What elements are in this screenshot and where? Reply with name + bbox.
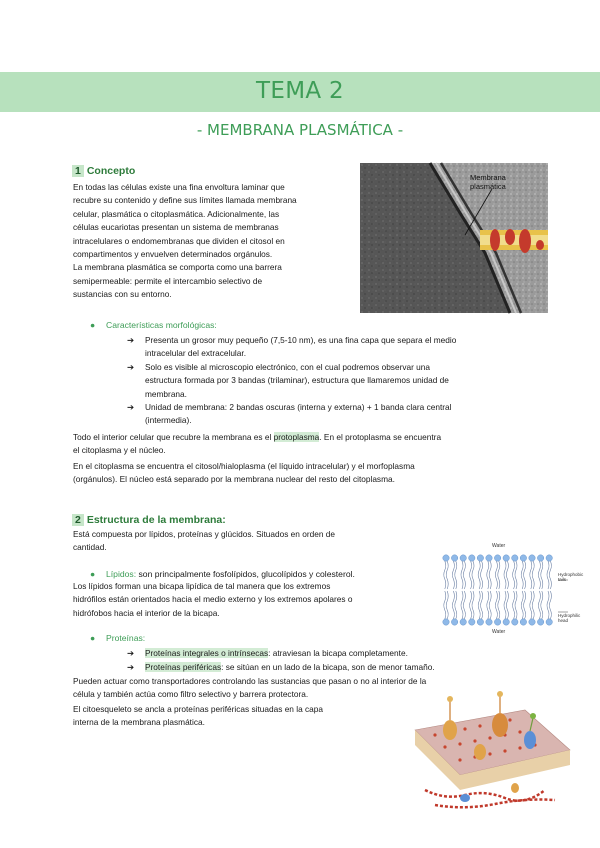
lipid-tail [524,591,526,619]
arrow-right-icon: ➔ [127,662,134,672]
lipid-tail [532,591,534,619]
arrow-right-icon: ➔ [127,648,134,658]
lipid-tail [478,591,480,619]
lipid-tail [541,591,543,619]
lipid-tail [506,591,508,619]
concept-line: celular, plasmática o citoplasmática. Adicionalmente, las [73,208,280,219]
lipid-head [486,619,492,625]
lipid-head [477,555,483,561]
lipid-head [503,619,509,625]
concept-line: semipermeable: permite el intercambio selectivo de [73,275,263,286]
lipid-tail [472,561,474,589]
lipid-tail [538,561,540,589]
lipid-tail [487,591,489,619]
lipids-paragraph: Los lípidos forman una bicapa lipídica de tal manera que los extremos hidrófilos están orientados hacia el medio externo y los extremos apolares o hidrófobos hacia el interior de la bicapa. [73,581,353,618]
lipid-tail [455,561,457,589]
lipid-tail [504,591,506,619]
lipid-head [494,555,500,561]
lipid-head [529,619,535,625]
lipid-tail [549,561,551,589]
lipid-tail [506,561,508,589]
lipid-tail [455,591,457,619]
lipid-head [443,555,449,561]
bullet-dot-icon: ● [90,633,96,643]
protein-integral-item: ➔ Proteínas integrales o intrínsecas: atraviesan la bicapa completamente. [145,647,525,660]
concept-line: compartimentos y envuelven determinados orgánulos. [73,249,273,260]
water-top-label: Water [492,543,506,549]
lipid-tail [489,561,491,589]
lipid-head [494,619,500,625]
lipid-tail [444,591,446,619]
lipid-head [443,619,449,625]
lipid-tail [444,561,446,589]
section-2-heading [72,514,226,526]
arrow-right-icon: ➔ [127,402,134,412]
lipid-tail [538,591,540,619]
head-label: Hydrophilic head [558,613,581,623]
lipid-tail [446,591,448,619]
morphology-item-1: ➔ Presenta un grosor muy pequeño (7,5-10 nm), es una fina capa que separa el medio intracelular del extracelular. [127,335,457,359]
lipid-tail [524,561,526,589]
lipid-tail [530,591,532,619]
lipid-tail [463,591,465,619]
lipid-tail [461,561,463,589]
lipid-head [512,619,518,625]
lipid-tail [504,561,506,589]
lipid-head [460,619,466,625]
cytoplasm-paragraph: En el citoplasma se encuentra el citosol/hialoplasma (el líquido intracelular) y el morfoplasma (orgánulos). El núcleo está separado por la membrana nuclear del resto del citoplasma. [73,461,415,485]
lipid-head [503,555,509,561]
lipid-head [451,619,457,625]
bilayer-image [440,542,575,637]
lipid-tail [515,591,517,619]
lipid-tail [489,591,491,619]
lipid-tail [487,561,489,589]
lipid-head [469,619,475,625]
bullet-dot-icon: ● [90,320,96,330]
proteins-paragraph: Pueden actuar como transportadores controlando las sustancias que pasan o no al interior de la célula y también actúa como filtro selectivo y barrera protectora. [73,676,427,700]
lipid-head [469,555,475,561]
concept-line: sustancias con su entorno. [73,289,172,300]
tails-label: Hydrophobic tails [558,572,584,582]
page-title: TEMA 2 [256,78,344,104]
section-2-number: 2 [72,514,84,526]
lipid-head [520,619,526,625]
lipid-head [512,555,518,561]
arrow-right-icon: ➔ [127,362,134,372]
section-1-number: 1 [72,165,84,177]
concept-line: intracelulares o endomembranas que dividen el citosol en [73,235,285,246]
lipid-head [477,619,483,625]
lipid-tail [515,561,517,589]
lipid-tail [513,591,515,619]
membrane-micrograph [360,163,548,313]
lipid-tail [521,591,523,619]
lipid-tail [481,591,483,619]
cytoskeleton-paragraph: El citoesqueleto se ancla a proteínas periféricas situadas en la capa interna de la membrana plasmática. [73,704,323,728]
lipid-tail [446,561,448,589]
lipid-tail [498,561,500,589]
page-subtitle: - MEMBRANA PLASMÁTICA - [196,121,404,139]
lipid-tail [547,561,549,589]
lipid-head [537,619,543,625]
lipid-bilayer-diagram [440,542,584,637]
bullet-proteins: ● Proteínas: [90,633,146,643]
lipid-tail [470,561,472,589]
concept-line: En todas las células existe una fina envoltura laminar que [73,182,285,192]
bullet-dot-icon: ● [90,569,96,579]
lipid-tail [452,591,454,619]
morphology-item-2: ➔ Solo es visible al microscopio electrónico, con el cual podremos observar una estructura formada por 3 bandas (trilaminar), estructura que llamaremos unidad de membrana. [127,362,449,399]
protoplasm-paragraph: Todo el interior celular que recubre la membrana es el protoplasma. En el protoplasma se encuentra el citoplasma y el núcleo. [73,432,442,456]
lipid-tail [513,561,515,589]
lipid-tail [498,591,500,619]
bullet-lipids: ● Lípidos: son principalmente fosfolípidos, glucolípidos y colesterol. [90,569,355,579]
membrane-model-image [405,690,575,815]
lipid-head [451,555,457,561]
morphology-item-3: ➔ Unidad de membrana: 2 bandas oscuras (interna y externa) + 1 banda clara central (intermedia). [127,402,452,426]
water-bottom-label: Water [492,629,506,635]
lipid-head [546,619,552,625]
lipid-tail [532,561,534,589]
lipid-tail [521,561,523,589]
lipid-tail [495,561,497,589]
lipid-head [529,555,535,561]
lipid-tail [463,561,465,589]
section-2-title: Estructura de la membrana: [86,514,226,526]
arrow-right-icon: ➔ [127,335,134,345]
lipid-head [486,555,492,561]
lipid-tail [495,591,497,619]
lipid-head [520,555,526,561]
lipid-tail [470,591,472,619]
lipid-tail [541,561,543,589]
section-1-heading [72,165,135,177]
section-1-title: Concepto [86,165,136,177]
protein-peripheral-item: ➔ Proteínas periféricas: se sitúan en un lado de la bicapa, son de menor tamaño. [145,661,545,674]
lipid-head [460,555,466,561]
lipid-tail [452,561,454,589]
micrograph-label: Membrana plasmática [470,173,506,191]
micrograph-image [360,163,548,313]
lipid-tail [547,591,549,619]
lipid-tail [549,591,551,619]
membrane-3d-illustration [405,690,575,815]
lipid-tail [478,561,480,589]
lipid-head [537,555,543,561]
bullet-morphology: ● Características morfológicas: [90,320,217,330]
lipid-tail [472,591,474,619]
lipid-tail [481,561,483,589]
concept-paragraph [73,181,363,302]
lipid-tail [461,591,463,619]
lipid-head [546,555,552,561]
lipid-tail [530,561,532,589]
structure-intro: Está compuesta por lípidos, proteínas y glúcidos. Situados en orden de cantidad. [73,529,335,553]
concept-line: células eucariotas presentan un sistema de membranas [73,222,279,233]
concept-line: La membrana plasmática se comporta como una barrera [73,262,282,273]
protoplasma-highlight: protoplasma [273,432,320,442]
concept-line: recubre su contenido y define sus límites llamada membrana [73,195,297,206]
